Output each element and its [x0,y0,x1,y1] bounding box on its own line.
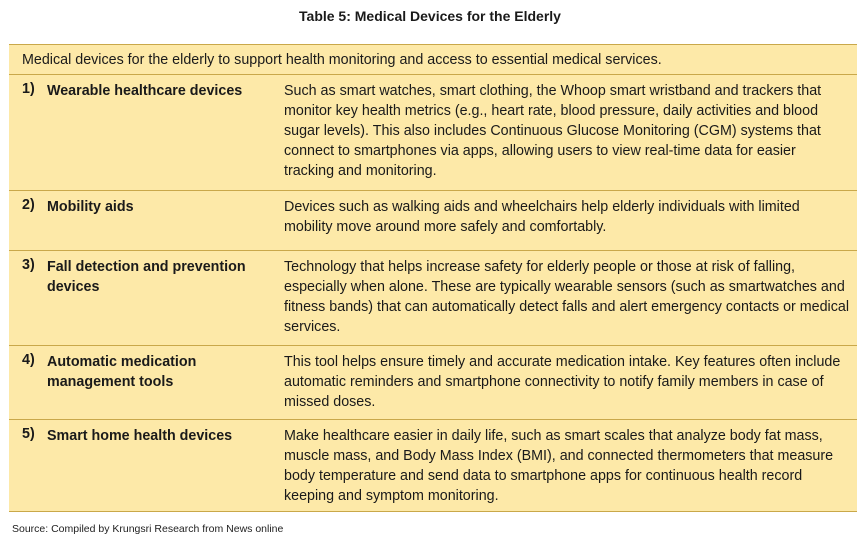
table-row [9,75,857,191]
table-row [9,191,857,251]
row-number: 5) [22,426,35,442]
device-description: This tool helps ensure timely and accurate medication intake. Key features often include automatic reminders and smartphone connectivity to notify family members in case of missed doses. [284,354,841,410]
device-category: Wearable healthcare devices [47,83,243,99]
device-description: Devices such as walking aids and wheelchairs help elderly individuals with limited mobility move around more safely and comfortably. [284,199,800,235]
device-description: Technology that helps increase safety for elderly people or those at risk of falling, especially when alone. These are typically wearable sensors (such as smartwatches and fitness bands) that can automatically detect falls and alert emergency contacts or medical services. [284,259,850,335]
row-number: 2) [22,197,35,213]
table-row [9,420,857,512]
table-title: Table 5: Medical Devices for the Elderly [299,8,561,24]
row-number: 1) [22,81,35,97]
table-intro: Medical devices for the elderly to support health monitoring and access to essential medical services. [9,45,857,75]
source-note: Source: Compiled by Krungsri Research from News online [12,523,284,535]
row-number: 3) [22,257,35,273]
device-description: Make healthcare easier in daily life, such as smart scales that analyze body fat mass, muscle mass, and Body Mass Index (BMI), and connected thermometers that measure body temperature and send data to smartphone apps for continuous health record keeping and symptom monitoring. [284,428,834,504]
table-row [9,251,857,346]
row-number: 4) [22,352,35,368]
device-category: Automatic medication management tools [47,354,197,390]
device-category: Mobility aids [47,199,134,215]
device-category: Smart home health devices [47,428,233,444]
device-category: Fall detection and prevention devices [47,259,246,295]
device-description: Such as smart watches, smart clothing, the Whoop smart wristband and trackers that monitor key health metrics (e.g., heart rate, blood pressure, daily activities and blood sugar levels). This also includes Continuous Glucose Monitoring (CGM) systems that connect to smartphones via apps, allowing users to view real-time data for easier tracking and monitoring. [284,83,822,179]
devices-table [9,44,857,512]
table-row [9,346,857,420]
